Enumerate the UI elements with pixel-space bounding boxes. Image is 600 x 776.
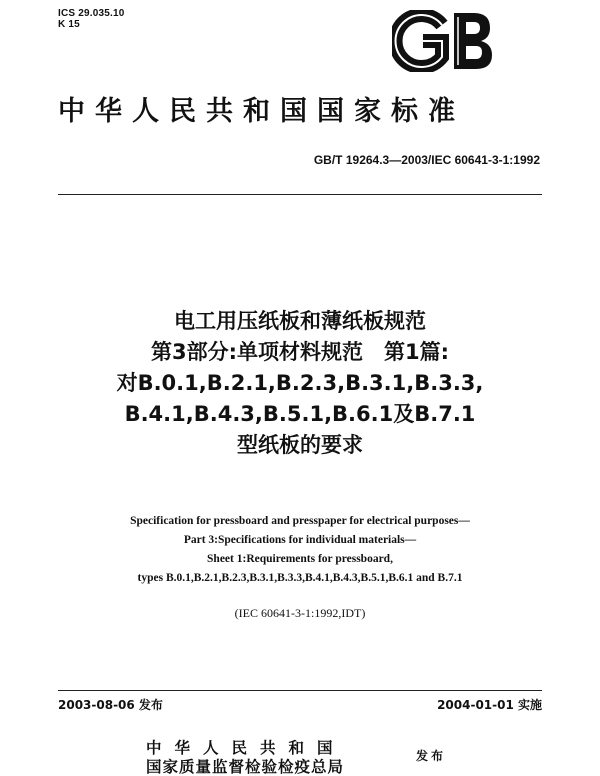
issue-date: 2003-08-06 发布 bbox=[58, 698, 163, 712]
top-divider bbox=[58, 194, 542, 195]
chinese-title-line: 电工用压纸板和薄纸板规范 bbox=[174, 309, 426, 333]
gb-logo-g bbox=[396, 15, 442, 67]
english-title bbox=[20, 512, 580, 588]
chinese-title-line: 对B.0.1,B.2.1,B.2.3,B.3.1,B.3.3, bbox=[116, 371, 484, 395]
english-title-line: Specification for pressboard and presspaper for electrical purposes— bbox=[130, 515, 470, 527]
gb-logo-b bbox=[454, 13, 492, 69]
english-title-line: types B.0.1,B.2.1,B.2.3,B.3.1,B.3.3,B.4.1,B.4.3,B.5.1,B.6.1 and B.7.1 bbox=[137, 572, 463, 584]
main-title: 中华人民共和国国家标准 bbox=[58, 96, 465, 127]
issuer-line-2: 国家质量监督检验检疫总局 bbox=[146, 757, 345, 776]
publish-label: 发布 bbox=[416, 749, 447, 763]
ics-code: ICS 29.035.10 bbox=[58, 8, 125, 19]
classification-codes bbox=[58, 8, 125, 30]
chinese-title bbox=[40, 306, 560, 461]
standard-number: GB/T 19264.3—2003/IEC 60641-3-1:1992 bbox=[313, 153, 540, 167]
bottom-divider bbox=[58, 690, 542, 691]
issuer-line-1: 中华人民共和国 bbox=[146, 738, 346, 757]
english-title-line: Sheet 1:Requirements for pressboard, bbox=[207, 553, 393, 565]
ccs-code: K 15 bbox=[58, 19, 80, 30]
issuer-block bbox=[146, 738, 346, 776]
english-title-line: Part 3:Specifications for individual materials— bbox=[183, 534, 417, 546]
chinese-title-line: 型纸板的要求 bbox=[237, 433, 363, 457]
chinese-title-line: B.4.1,B.4.3,B.5.1,B.6.1及B.7.1 bbox=[124, 402, 476, 426]
gb-logo bbox=[392, 10, 496, 72]
implementation-date: 2004-01-01 实施 bbox=[437, 698, 542, 712]
idt-reference: (IEC 60641-3-1:1992,IDT) bbox=[234, 606, 366, 620]
chinese-title-line: 第3部分:单项材料规范 第1篇: bbox=[150, 340, 450, 364]
